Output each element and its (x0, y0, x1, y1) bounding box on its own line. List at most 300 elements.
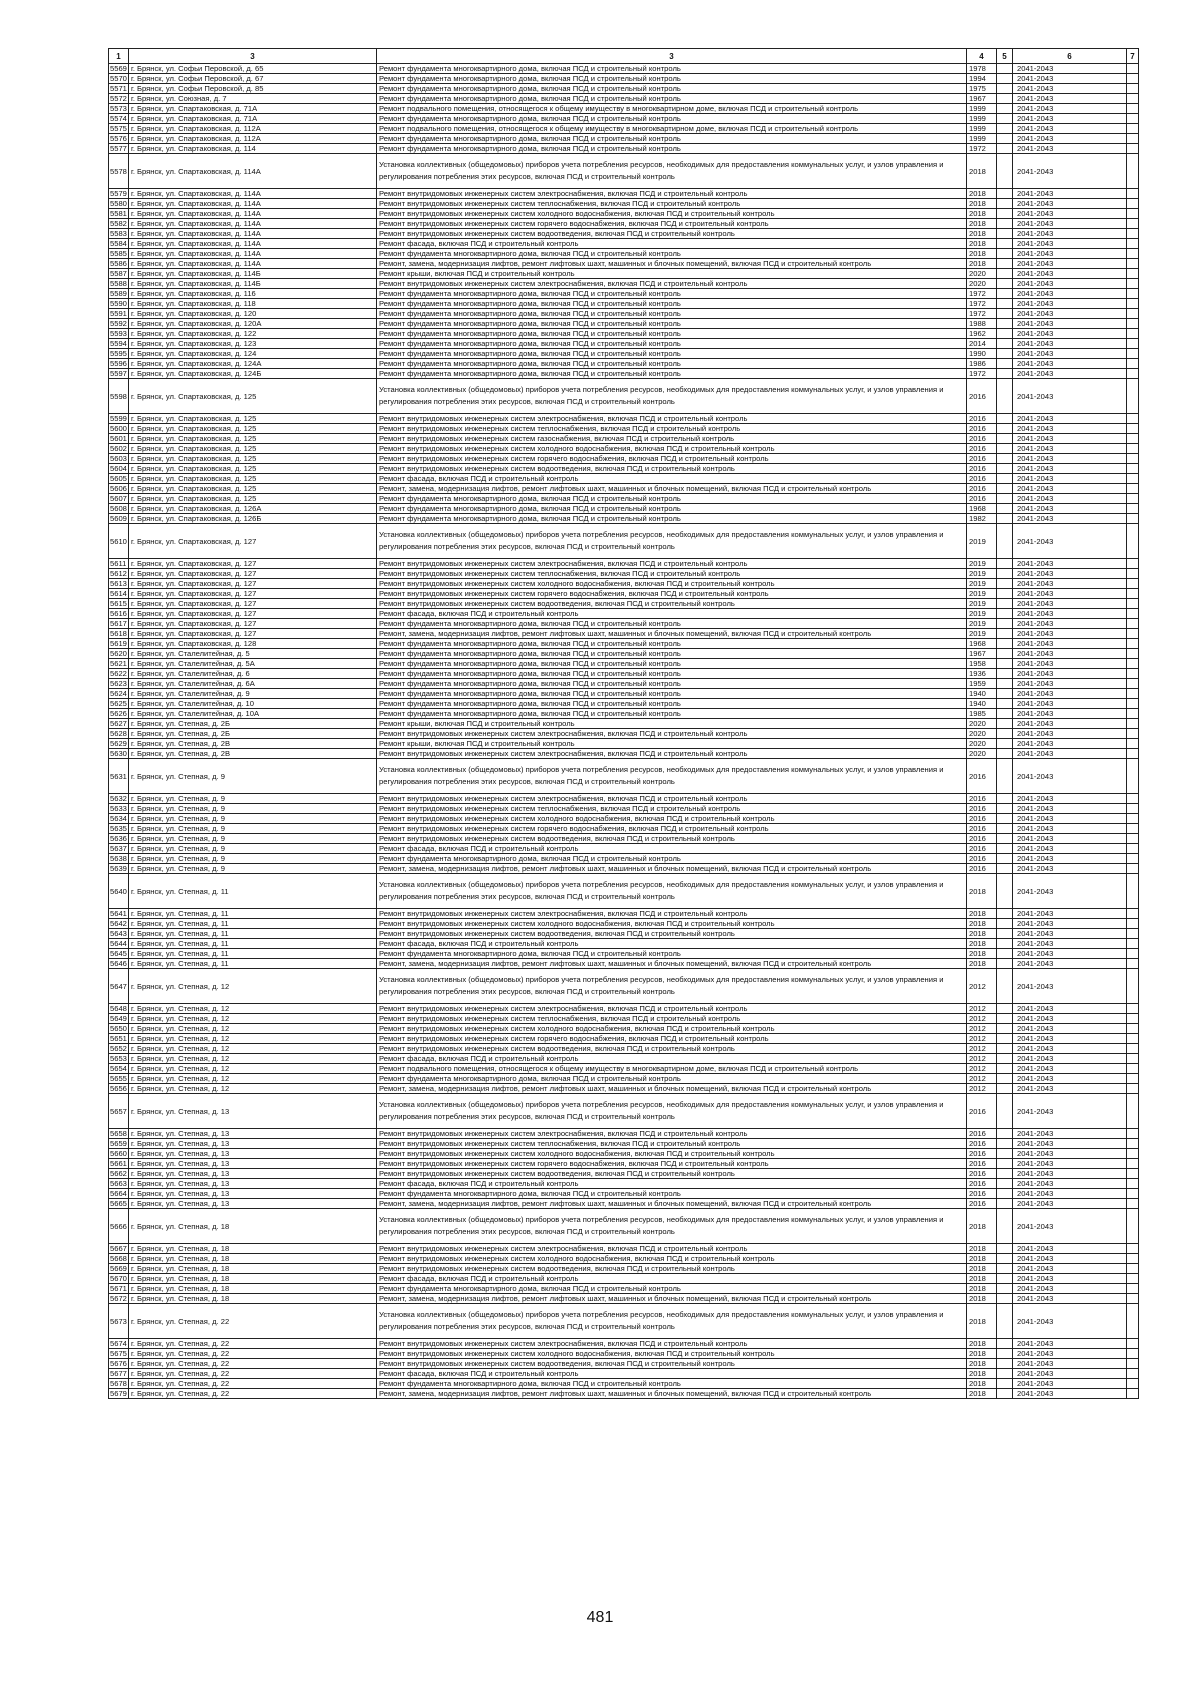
work-type-cell: Ремонт внутридомовых инженерных систем холодного водоснабжения, включая ПСД и строительный контроль (377, 579, 967, 589)
empty-cell (1127, 1294, 1139, 1304)
year-cell: 2016 (967, 464, 997, 474)
empty-cell (997, 424, 1013, 434)
period-cell: 2041-2043 (1013, 349, 1127, 359)
row-number-cell: 5675 (110, 1349, 127, 1358)
empty-cell (1127, 1359, 1139, 1369)
address-cell: г. Брянск, ул. Степная, д. 11 (129, 959, 377, 969)
year-cell: 2019 (967, 579, 997, 589)
empty-cell (1127, 339, 1139, 349)
empty-cell (997, 104, 1013, 114)
row-number-cell: 5585 (110, 249, 127, 258)
empty-cell (1127, 834, 1139, 844)
year-cell: 2012 (967, 1054, 997, 1064)
row-number-cell: 5598 (109, 379, 129, 414)
address-cell: г. Брянск, ул. Степная, д. 9 (129, 844, 377, 854)
period-cell: 2041-2043 (1013, 369, 1127, 379)
empty-cell (1127, 1379, 1139, 1389)
address-cell: г. Брянск, ул. Степная, д. 9 (129, 834, 377, 844)
period-cell: 2041-2043 (1013, 514, 1127, 524)
period-cell: 2041-2043 (1013, 154, 1127, 189)
empty-cell (1127, 959, 1139, 969)
empty-cell (1127, 1024, 1139, 1034)
year-cell: 2019 (967, 599, 997, 609)
empty-cell (1127, 514, 1139, 524)
empty-cell (1127, 1074, 1139, 1084)
empty-cell (1127, 1129, 1139, 1139)
address-cell: г. Брянск, ул. Софьи Перовской, д. 85 (129, 84, 377, 94)
row-number-cell: 5636 (110, 834, 127, 843)
empty-cell (1127, 1244, 1139, 1254)
empty-cell (997, 474, 1013, 484)
period-cell: 2041-2043 (1013, 1209, 1127, 1244)
year-cell: 1982 (967, 514, 997, 524)
empty-cell (997, 1074, 1013, 1084)
period-cell: 2041-2043 (1013, 804, 1127, 814)
table-row (109, 1004, 1139, 1014)
work-type-cell: Ремонт фасада, включая ПСД и строительный контроль (377, 239, 967, 249)
empty-cell (1127, 1084, 1139, 1094)
empty-cell (1127, 739, 1139, 749)
address-cell: г. Брянск, ул. Союзная, д. 7 (129, 94, 377, 104)
empty-cell (1127, 1169, 1139, 1179)
empty-cell (1127, 494, 1139, 504)
empty-cell (1127, 874, 1139, 909)
year-cell: 2018 (967, 1359, 997, 1369)
work-type-cell: Ремонт фундамента многоквартирного дома, включая ПСД и строительный контроль (377, 299, 967, 309)
year-cell: 2018 (967, 1284, 997, 1294)
work-type-cell: Ремонт внутридомовых инженерных систем электроснабжения, включая ПСД и строительный контроль (377, 279, 967, 289)
table-row (109, 1254, 1139, 1264)
empty-cell (1127, 679, 1139, 689)
table-row (109, 369, 1139, 379)
empty-cell (997, 949, 1013, 959)
empty-cell (1127, 1389, 1139, 1399)
address-cell: г. Брянск, ул. Спартаковская, д. 125 (129, 414, 377, 424)
empty-cell (997, 969, 1013, 1004)
work-type-cell: Установка коллективных (общедомовых) приборов учета потребления ресурсов, необходимых для предоставления коммунальных услуг, и узлов управления и регулирования потребления этих ресурсов, включая ПСД и строительный контроль (377, 379, 967, 414)
empty-cell (997, 414, 1013, 424)
empty-cell (1127, 794, 1139, 804)
work-type-cell: Ремонт фундамента многоквартирного дома, включая ПСД и строительный контроль (377, 619, 967, 629)
empty-cell (997, 719, 1013, 729)
table-row (109, 1024, 1139, 1034)
period-cell: 2041-2043 (1013, 269, 1127, 279)
empty-cell (997, 729, 1013, 739)
table-row (109, 649, 1139, 659)
period-cell: 2041-2043 (1013, 719, 1127, 729)
header-cell-6: 6 (1013, 49, 1127, 64)
period-cell: 2041-2043 (1013, 1339, 1127, 1349)
period-cell: 2041-2043 (1013, 134, 1127, 144)
row-number-cell: 5659 (110, 1139, 127, 1148)
empty-cell (997, 1339, 1013, 1349)
period-cell: 2041-2043 (1013, 339, 1127, 349)
empty-cell (997, 309, 1013, 319)
empty-cell (1127, 309, 1139, 319)
period-cell: 2041-2043 (1013, 669, 1127, 679)
empty-cell (997, 939, 1013, 949)
address-cell: г. Брянск, ул. Спартаковская, д. 127 (129, 579, 377, 589)
table-row (109, 464, 1139, 474)
address-cell: г. Брянск, ул. Степная, д. 12 (129, 1064, 377, 1074)
empty-cell (997, 1189, 1013, 1199)
address-cell: г. Брянск, ул. Степная, д. 13 (129, 1199, 377, 1209)
work-type-cell: Ремонт фундамента многоквартирного дома, включая ПСД и строительный контроль (377, 134, 967, 144)
row-number-cell: 5619 (110, 639, 127, 648)
empty-cell (997, 759, 1013, 794)
row-number-cell: 5663 (110, 1179, 127, 1188)
year-cell: 2016 (967, 484, 997, 494)
row-number-cell: 5662 (110, 1169, 127, 1178)
row-number-cell: 5615 (110, 599, 127, 608)
year-cell: 2016 (967, 824, 997, 834)
period-cell: 2041-2043 (1013, 1264, 1127, 1274)
table-row (109, 134, 1139, 144)
empty-cell (1127, 559, 1139, 569)
work-type-cell: Ремонт внутридомовых инженерных систем горячего водоснабжения, включая ПСД и строительный контроль (377, 454, 967, 464)
table-row (109, 1044, 1139, 1054)
address-cell: г. Брянск, ул. Сталелитейная, д. 6А (129, 679, 377, 689)
work-type-cell: Ремонт фундамента многоквартирного дома, включая ПСД и строительный контроль (377, 359, 967, 369)
table-row (109, 319, 1139, 329)
empty-cell (1127, 609, 1139, 619)
work-type-cell: Ремонт фундамента многоквартирного дома, включая ПСД и строительный контроль (377, 319, 967, 329)
address-cell: г. Брянск, ул. Спартаковская, д. 114А (129, 249, 377, 259)
year-cell: 2018 (967, 1209, 997, 1244)
year-cell: 2018 (967, 249, 997, 259)
row-number-cell: 5603 (110, 454, 127, 463)
header-cell-5: 5 (997, 49, 1013, 64)
empty-cell (1127, 589, 1139, 599)
row-number-cell: 5633 (110, 804, 127, 813)
address-cell: г. Брянск, ул. Степная, д. 11 (129, 939, 377, 949)
table-row (109, 1014, 1139, 1024)
empty-cell (997, 689, 1013, 699)
row-number-cell: 5656 (110, 1084, 127, 1093)
address-cell: г. Брянск, ул. Степная, д. 18 (129, 1244, 377, 1254)
year-cell: 1972 (967, 144, 997, 154)
empty-cell (997, 749, 1013, 759)
address-cell: г. Брянск, ул. Спартаковская, д. 127 (129, 559, 377, 569)
table-row (109, 874, 1139, 909)
empty-cell (1127, 569, 1139, 579)
table-row (109, 309, 1139, 319)
year-cell: 2020 (967, 739, 997, 749)
work-type-cell: Ремонт фундамента многоквартирного дома, включая ПСД и строительный контроль (377, 339, 967, 349)
address-cell: г. Брянск, ул. Степная, д. 22 (129, 1349, 377, 1359)
address-cell: г. Брянск, ул. Степная, д. 12 (129, 1054, 377, 1064)
work-type-cell: Ремонт фундамента многоквартирного дома, включая ПСД и строительный контроль (377, 699, 967, 709)
address-cell: г. Брянск, ул. Спартаковская, д. 127 (129, 609, 377, 619)
row-number-cell: 5673 (109, 1304, 129, 1339)
table-row (109, 939, 1139, 949)
table-row (109, 1179, 1139, 1189)
empty-cell (997, 1264, 1013, 1274)
year-cell: 2012 (967, 969, 997, 1004)
address-cell: г. Брянск, ул. Спартаковская, д. 120 (129, 309, 377, 319)
period-cell: 2041-2043 (1013, 309, 1127, 319)
address-cell: г. Брянск, ул. Степная, д. 12 (129, 1044, 377, 1054)
address-cell: г. Брянск, ул. Степная, д. 9 (129, 794, 377, 804)
period-cell: 2041-2043 (1013, 259, 1127, 269)
address-cell: г. Брянск, ул. Степная, д. 18 (129, 1264, 377, 1274)
work-type-cell: Установка коллективных (общедомовых) приборов учета потребления ресурсов, необходимых для предоставления коммунальных услуг, и узлов управления и регулирования потребления этих ресурсов, включая ПСД и строительный контроль (377, 524, 967, 559)
empty-cell (997, 1044, 1013, 1054)
row-number-cell: 5569 (110, 64, 127, 73)
empty-cell (997, 579, 1013, 589)
empty-cell (1127, 329, 1139, 339)
empty-cell (1127, 259, 1139, 269)
address-cell: г. Брянск, ул. Спартаковская, д. 127 (129, 524, 377, 559)
row-number-cell: 5661 (110, 1159, 127, 1168)
address-cell: г. Брянск, ул. Спартаковская, д. 126Б (129, 514, 377, 524)
empty-cell (1127, 864, 1139, 874)
empty-cell (1127, 94, 1139, 104)
work-type-cell: Ремонт фундамента многоквартирного дома, включая ПСД и строительный контроль (377, 494, 967, 504)
table-row (109, 609, 1139, 619)
empty-cell (997, 814, 1013, 824)
row-number-cell: 5589 (110, 289, 127, 298)
address-cell: г. Брянск, ул. Степная, д. 11 (129, 919, 377, 929)
period-cell: 2041-2043 (1013, 1074, 1127, 1084)
table-row (109, 239, 1139, 249)
empty-cell (997, 1024, 1013, 1034)
empty-cell (997, 84, 1013, 94)
empty-cell (1127, 1149, 1139, 1159)
table-row (109, 1199, 1139, 1209)
empty-cell (1127, 114, 1139, 124)
empty-cell (997, 1169, 1013, 1179)
row-number-cell: 5676 (110, 1359, 127, 1368)
work-type-cell: Ремонт внутридомовых инженерных систем электроснабжения, включая ПСД и строительный контроль (377, 414, 967, 424)
address-cell: г. Брянск, ул. Спартаковская, д. 114А (129, 189, 377, 199)
row-number-cell: 5611 (109, 559, 129, 569)
row-number-cell: 5651 (110, 1034, 127, 1043)
table-row (109, 949, 1139, 959)
year-cell: 2016 (967, 844, 997, 854)
empty-cell (997, 329, 1013, 339)
address-cell: г. Брянск, ул. Степная, д. 13 (129, 1149, 377, 1159)
table-row (109, 1304, 1139, 1339)
work-type-cell: Установка коллективных (общедомовых) приборов учета потребления ресурсов, необходимых для предоставления коммунальных услуг, и узлов управления и регулирования потребления этих ресурсов, включая ПСД и строительный контроль (377, 1304, 967, 1339)
empty-cell (997, 189, 1013, 199)
empty-cell (997, 464, 1013, 474)
empty-cell (1127, 424, 1139, 434)
row-number-cell: 5674 (110, 1339, 127, 1348)
work-type-cell: Ремонт внутридомовых инженерных систем водоотведения, включая ПСД и строительный контроль (377, 1359, 967, 1369)
row-number-cell: 5652 (110, 1044, 127, 1053)
year-cell: 1972 (967, 299, 997, 309)
address-cell: г. Брянск, ул. Спартаковская, д. 114А (129, 209, 377, 219)
empty-cell (1127, 1254, 1139, 1264)
empty-cell (1127, 474, 1139, 484)
empty-cell (1127, 524, 1139, 559)
year-cell: 1936 (967, 669, 997, 679)
empty-cell (1127, 84, 1139, 94)
year-cell: 2016 (967, 759, 997, 794)
address-cell: г. Брянск, ул. Степная, д. 12 (129, 1014, 377, 1024)
empty-cell (997, 379, 1013, 414)
row-number-cell: 5667 (110, 1244, 127, 1253)
period-cell: 2041-2043 (1013, 464, 1127, 474)
work-type-cell: Ремонт фундамента многоквартирного дома, включая ПСД и строительный контроль (377, 1074, 967, 1084)
period-cell: 2041-2043 (1013, 1369, 1127, 1379)
row-number-cell: 5660 (110, 1149, 127, 1158)
address-cell: г. Брянск, ул. Спартаковская, д. 122 (129, 329, 377, 339)
table-row (109, 844, 1139, 854)
row-number-cell: 5626 (110, 709, 127, 718)
work-type-cell: Ремонт фасада, включая ПСД и строительный контроль (377, 609, 967, 619)
empty-cell (1127, 199, 1139, 209)
period-cell: 2041-2043 (1013, 599, 1127, 609)
empty-cell (1127, 1064, 1139, 1074)
period-cell: 2041-2043 (1013, 114, 1127, 124)
year-cell: 1986 (967, 359, 997, 369)
address-cell: г. Брянск, ул. Спартаковская, д. 127 (129, 599, 377, 609)
empty-cell (1127, 759, 1139, 794)
row-number-cell: 5632 (110, 794, 127, 803)
table-row (109, 74, 1139, 84)
row-number-cell: 5653 (110, 1054, 127, 1063)
table-row (109, 209, 1139, 219)
year-cell: 1985 (967, 709, 997, 719)
work-type-cell: Ремонт внутридомовых инженерных систем водоотведения, включая ПСД и строительный контроль (377, 464, 967, 474)
year-cell: 2018 (967, 189, 997, 199)
year-cell: 1999 (967, 124, 997, 134)
work-type-cell: Ремонт фундамента многоквартирного дома, включая ПСД и строительный контроль (377, 114, 967, 124)
row-number-cell: 5593 (110, 329, 127, 338)
table-row (109, 514, 1139, 524)
year-cell: 2016 (967, 1149, 997, 1159)
row-number-cell: 5601 (110, 434, 127, 443)
empty-cell (1127, 504, 1139, 514)
table-row (109, 929, 1139, 939)
year-cell: 1999 (967, 104, 997, 114)
table-row (109, 279, 1139, 289)
row-number-cell: 5582 (110, 219, 127, 228)
year-cell: 2012 (967, 1044, 997, 1054)
period-cell: 2041-2043 (1013, 144, 1127, 154)
empty-cell (997, 359, 1013, 369)
empty-cell (1127, 1274, 1139, 1284)
year-cell: 2018 (967, 1339, 997, 1349)
work-type-cell: Ремонт, замена, модернизация лифтов, ремонт лифтовых шахт, машинных и блочных помещений, включая ПСД и строительный контроль (377, 1294, 967, 1304)
empty-cell (1127, 269, 1139, 279)
period-cell: 2041-2043 (1013, 1169, 1127, 1179)
address-cell: г. Брянск, ул. Степная, д. 9 (129, 804, 377, 814)
year-cell: 2018 (967, 1254, 997, 1264)
year-cell: 2018 (967, 1264, 997, 1274)
address-cell: г. Брянск, ул. Сталелитейная, д. 10А (129, 709, 377, 719)
row-number-cell: 5607 (110, 494, 127, 503)
table-row (109, 909, 1139, 919)
address-cell: г. Брянск, ул. Спартаковская, д. 127 (129, 589, 377, 599)
empty-cell (1127, 454, 1139, 464)
period-cell: 2041-2043 (1013, 739, 1127, 749)
empty-cell (997, 804, 1013, 814)
year-cell: 1990 (967, 349, 997, 359)
address-cell: г. Брянск, ул. Спартаковская, д. 118 (129, 299, 377, 309)
table-row (109, 834, 1139, 844)
period-cell: 2041-2043 (1013, 919, 1127, 929)
period-cell: 2041-2043 (1013, 199, 1127, 209)
year-cell: 2020 (967, 749, 997, 759)
work-type-cell: Ремонт внутридомовых инженерных систем электроснабжения, включая ПСД и строительный контроль (377, 794, 967, 804)
year-cell: 2018 (967, 874, 997, 909)
empty-cell (1127, 1094, 1139, 1129)
row-number-cell: 5645 (110, 949, 127, 958)
year-cell: 2018 (967, 949, 997, 959)
year-cell: 2018 (967, 219, 997, 229)
period-cell: 2041-2043 (1013, 504, 1127, 514)
year-cell: 2018 (967, 154, 997, 189)
year-cell: 2016 (967, 1139, 997, 1149)
row-number-cell: 5588 (110, 279, 127, 288)
empty-cell (997, 124, 1013, 134)
work-type-cell: Ремонт внутридомовых инженерных систем горячего водоснабжения, включая ПСД и строительный контроль (377, 219, 967, 229)
address-cell: г. Брянск, ул. Спартаковская, д. 125 (129, 474, 377, 484)
empty-cell (997, 679, 1013, 689)
work-type-cell: Ремонт внутридомовых инженерных систем горячего водоснабжения, включая ПСД и строительный контроль (377, 589, 967, 599)
row-number-cell: 5618 (110, 629, 127, 638)
empty-cell (997, 589, 1013, 599)
empty-cell (1127, 804, 1139, 814)
table-row (109, 379, 1139, 414)
empty-cell (997, 864, 1013, 874)
year-cell: 2012 (967, 1034, 997, 1044)
year-cell: 2019 (967, 619, 997, 629)
empty-cell (997, 619, 1013, 629)
row-number-cell: 5679 (110, 1389, 127, 1398)
address-cell: г. Брянск, ул. Спартаковская, д. 114А (129, 229, 377, 239)
year-cell: 2016 (967, 814, 997, 824)
work-type-cell: Ремонт фундамента многоквартирного дома, включая ПСД и строительный контроль (377, 249, 967, 259)
work-type-cell: Ремонт внутридомовых инженерных систем холодного водоснабжения, включая ПСД и строительный контроль (377, 1349, 967, 1359)
empty-cell (997, 959, 1013, 969)
row-number-cell: 5597 (110, 369, 127, 378)
table-row (109, 1064, 1139, 1074)
table-row (109, 249, 1139, 259)
address-cell: г. Брянск, ул. Степная, д. 18 (129, 1254, 377, 1264)
row-number-cell: 5658 (110, 1129, 127, 1138)
address-cell: г. Брянск, ул. Спартаковская, д. 71А (129, 114, 377, 124)
table-row (109, 219, 1139, 229)
table-row (109, 689, 1139, 699)
empty-cell (1127, 909, 1139, 919)
work-type-cell: Ремонт внутридомовых инженерных систем холодного водоснабжения, включая ПСД и строительный контроль (377, 1149, 967, 1159)
empty-cell (1127, 64, 1139, 74)
period-cell: 2041-2043 (1013, 229, 1127, 239)
empty-cell (997, 94, 1013, 104)
year-cell: 2018 (967, 959, 997, 969)
empty-cell (997, 1379, 1013, 1389)
table-row (109, 349, 1139, 359)
empty-cell (1127, 689, 1139, 699)
address-cell: г. Брянск, ул. Степная, д. 12 (129, 1074, 377, 1084)
address-cell: г. Брянск, ул. Степная, д. 2В (129, 749, 377, 759)
period-cell: 2041-2043 (1013, 1199, 1127, 1209)
address-cell: г. Брянск, ул. Степная, д. 22 (129, 1304, 377, 1339)
empty-cell (997, 659, 1013, 669)
year-cell: 1968 (967, 504, 997, 514)
address-cell: г. Брянск, ул. Спартаковская, д. 125 (129, 444, 377, 454)
year-cell: 2018 (967, 229, 997, 239)
empty-cell (997, 74, 1013, 84)
year-cell: 2018 (967, 199, 997, 209)
work-type-cell: Ремонт подвального помещения, относящегося к общему имуществу в многоквартирном доме, включая ПСД и строительный контроль (377, 104, 967, 114)
work-type-cell: Ремонт внутридомовых инженерных систем водоотведения, включая ПСД и строительный контроль (377, 1169, 967, 1179)
period-cell: 2041-2043 (1013, 289, 1127, 299)
